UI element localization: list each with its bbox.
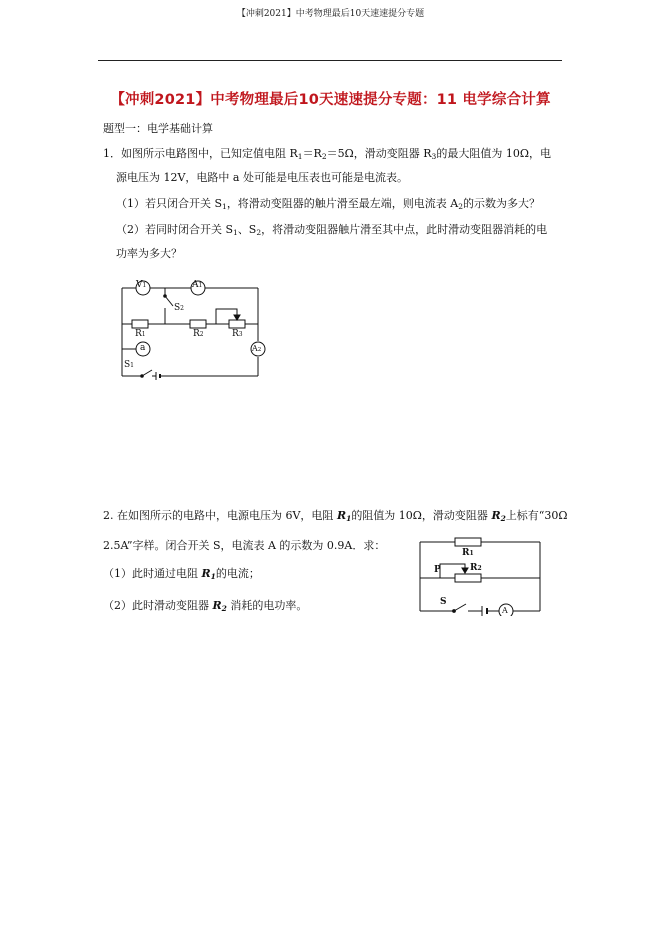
resistor-r1 [132,320,148,328]
q1-text: （2）若同时闭合开关 S [116,223,234,236]
circuit-diagram-2 [410,534,550,616]
switch-s [454,604,466,611]
label-s: S [440,597,447,607]
rheostat-r3 [229,320,245,328]
q2-text: （1）此时通过电阻 [103,567,202,580]
q2-sub: 2 [500,514,506,523]
q1-line1 [103,146,551,165]
q2-sub2 [103,598,307,617]
q2-text: 上标有“30Ω [505,509,568,522]
q2-symbol: R [212,599,222,612]
page-header: 【冲刺2021】中考物理最后10天速速提分专题 [236,9,425,19]
q1-text: （1）若只闭合开关 S [116,197,223,210]
q1-text: ＝R [302,147,322,160]
circuit-diagram-1 [110,274,280,384]
resistor-r2 [190,320,206,328]
q1-text: 1．如图所示电路图中，已知定值电阻 R [103,147,298,160]
q2-text: 2. 在如图所示的电路中，电源电压为 6V，电阻 [103,509,337,522]
switch-s2 [165,296,173,306]
q1-sub: 2 [321,152,327,161]
q2-sub: 2 [221,604,227,613]
resistor-r1 [455,538,481,546]
label-a1: A1 [192,280,203,290]
rheostat-r2 [455,574,481,582]
q2-symbol: R [201,567,211,580]
q1-text: ＝5Ω，滑动变阻器 R [326,147,432,160]
label-a2: A2 [252,344,262,353]
document-title: 【冲刺2021】中考物理最后10天速速提分专题：11 电学综合计算 [110,92,551,108]
q1-line2: 源电压为 12V，电路中 a 处可能是电压表也可能是电流表。 [116,171,408,184]
header-divider [98,60,562,61]
q2-symbol: R [491,509,501,522]
label-r1: R1 [135,329,146,339]
q2-symbol: R [336,509,347,522]
q2-line2: 2.5A”字样。闭合开关 S，电流表 A 的示数为 0.9A．求： [103,539,386,552]
q2-sub: 1 [346,514,352,523]
label-r3: R3 [232,329,243,339]
label-a: a [140,343,146,353]
label-s1: S1 [124,360,134,370]
q2-text: 消耗的电功率。 [226,599,308,612]
q2-text: 的阻值为 10Ω，滑动变阻器 [351,509,492,522]
label-p: P [434,565,441,575]
label-s2: S2 [174,303,184,313]
q2-line1 [103,508,568,527]
q1-sub2-line2: 功率为多大？ [116,247,182,260]
q1-sub: 2 [256,228,262,237]
q1-sub: 2 [458,202,464,211]
q1-text: 的示数为多大？ [463,197,541,210]
q1-text: 的最大阻值为 10Ω，电 [436,147,551,160]
q1-sub1 [116,196,540,215]
label-r1: R1 [462,548,474,558]
q1-sub: 1 [233,228,238,237]
q1-text: 、S [237,223,257,236]
q2-text: （2）此时滑动变阻器 [103,599,213,612]
q1-text: ，将滑动变阻器的触片滑至最左端，则电流表 A [226,197,459,210]
label-r2: R2 [193,329,204,339]
q2-sub1 [103,566,260,585]
q1-sub2 [116,222,547,241]
label-v1: V1 [136,280,147,290]
q1-text: ，将滑动变阻器触片滑至其中点，此时滑动变阻器消耗的电 [261,223,548,236]
switch-s1 [142,370,152,376]
q1-sub: 1 [222,202,227,211]
q1-sub: 3 [431,152,437,161]
label-r2: R2 [470,563,482,573]
label-a: A [502,606,508,615]
q2-sub: 1 [210,572,216,581]
q2-text: 的电流； [215,567,260,580]
section-heading: 题型一：电学基础计算 [103,122,213,135]
q1-sub: 1 [297,152,303,161]
